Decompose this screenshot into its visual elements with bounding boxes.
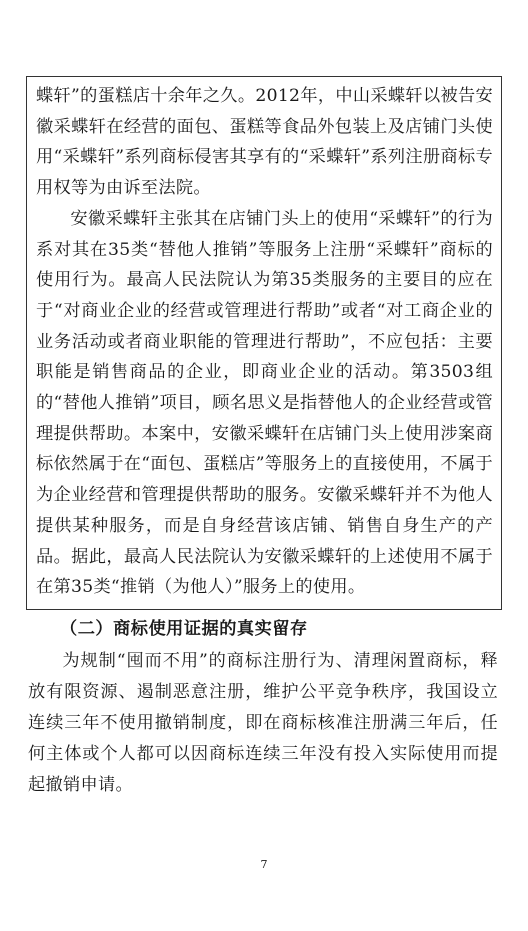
case-excerpt-box bbox=[26, 76, 502, 610]
section-heading: （二）商标使用证据的真实留存 bbox=[60, 619, 308, 639]
section-paragraph: 为规制“囤而不用”的商标注册行为、清理闲置商标，释放有限资源、遏制恶意注册，维护公平竞争秩序，我国设立连续三年不使用撤销制度，即在商标核准注册满三年后，任何主体或个人都可以因商标连续三年没有投入实际使用而提起撤销申请。 bbox=[28, 651, 498, 795]
section-body bbox=[28, 646, 498, 801]
case-paragraph-1: 蝶轩”的蛋糕店十余年之久。2012年，中山采蝶轩以被告安徽采蝶轩在经营的面包、蛋糕等食品外包装上及店铺门头使用“采蝶轩”系列商标侵害其享有的“采蝶轩”系列注册商标专用权等为由诉至法院。 bbox=[36, 86, 493, 199]
page-number: 7 bbox=[260, 858, 268, 871]
case-paragraph-2: 安徽采蝶轩主张其在店铺门头上的使用“采蝶轩”的行为系对其在35类“替他人推销”等服务上注册“采蝶轩”商标的使用行为。最高人民法院认为第35类服务的主要目的应在于“对商业企业的经营或管理进行帮助”或者“对工商企业的业务活动或者商业职能的管理进行帮助”，不应包括：主要职能是销售商品的企业，即商业企业的活动。第3503组的“替他人推销”项目，顾名思义是指替他人的企业经营或管理提供帮助。本案中，安徽采蝶轩在店铺门头上使用涉案商标依然属于在“面包、蛋糕店”等服务上的直接使用，不属于为企业经营和管理提供帮助的服务。安徽采蝶轩并不为他人提供某种服务，而是自身经营该店铺、销售自身生产的产品。据此，最高人民法院认为安徽采蝶轩的上述使用不属于在第35类“推销（为他人）”服务上的使用。 bbox=[36, 208, 493, 598]
